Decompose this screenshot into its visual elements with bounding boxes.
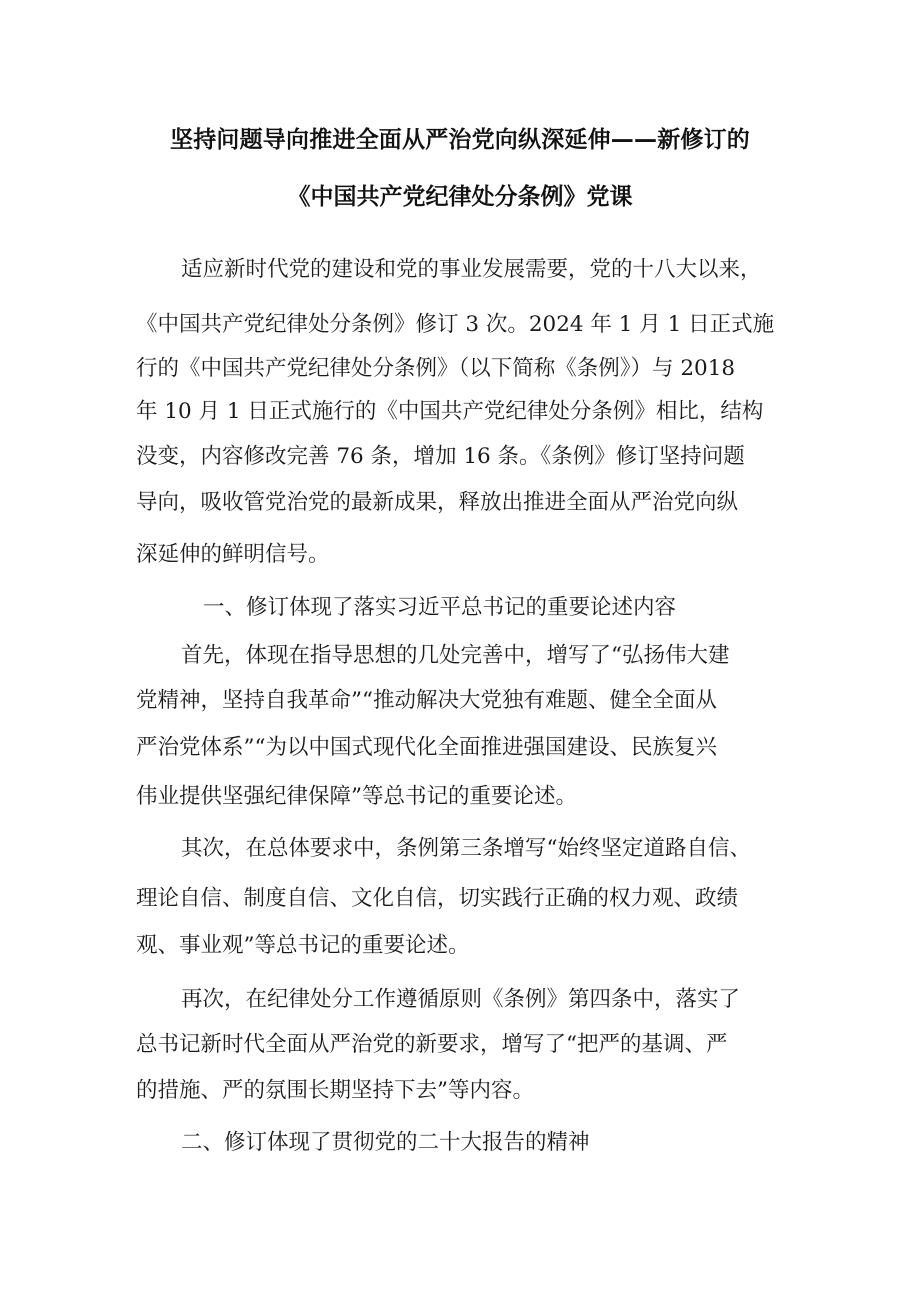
document-title-line-1: 坚持问题导向推进全面从严治党向纵深延伸——新修订的	[170, 127, 750, 153]
paragraph-1-line-4: 年 10 月 1 日正式施行的《中国共产党纪律处分条例》相比，结构	[136, 399, 764, 424]
paragraph-3-line-1: 其次，在总体要求中，条例第三条增写“始终坚定道路自信、	[181, 836, 751, 861]
section-heading-1: 一、修订体现了落实习近平总书记的重要论述内容	[203, 595, 677, 620]
paragraph-4-line-1: 再次，在纪律处分工作遵循原则《条例》第四条中，落实了	[181, 987, 741, 1012]
paragraph-1-line-5: 没变，内容修改完善 76 条，增加 16 条。《条例》修订坚持问题	[136, 444, 745, 469]
document-title-line-2: 《中国共产党纪律处分条例》党课	[287, 184, 633, 210]
paragraph-1-line-6: 导向，吸收管党治党的最新成果，释放出推进全面从严治党向纵	[136, 490, 739, 515]
paragraph-1-line-3: 行的《中国共产党纪律处分条例》（以下简称《条例》）与 2018	[136, 356, 736, 381]
paragraph-2-line-4: 伟业提供坚强纪律保障”等总书记的重要论述。	[136, 784, 577, 809]
paragraph-3-line-3: 观、事业观”等总书记的重要论述。	[136, 933, 470, 958]
paragraph-2-line-1: 首先，体现在指导思想的几处完善中，增写了“弘扬伟大建	[181, 643, 730, 668]
paragraph-1-line-7: 深延伸的鲜明信号。	[136, 542, 330, 567]
paragraph-3-line-2: 理论自信、制度自信、文化自信，切实践行正确的权力观、政绩	[136, 886, 739, 911]
paragraph-4-line-2: 总书记新时代全面从严治党的新要求，增写了“把严的基调、严	[136, 1032, 728, 1057]
paragraph-1-line-1: 适应新时代党的建设和党的事业发展需要，党的十八大以来，	[181, 257, 762, 282]
paragraph-2-line-3: 严治党体系”“为以中国式现代化全面推进强国建设、民族复兴	[136, 735, 717, 760]
paragraph-4-line-3: 的措施、严的氛围长期坚持下去”等内容。	[136, 1078, 534, 1103]
paragraph-2-line-2: 党精神，坚持自我革命”“推动解决大党独有难题、健全全面从	[136, 688, 717, 713]
section-heading-2: 二、修订体现了贯彻党的二十大报告的精神	[181, 1130, 590, 1155]
paragraph-1-line-2: 《中国共产党纪律处分条例》修订 3 次。2024 年 1 月 1 日正式施	[136, 312, 775, 337]
